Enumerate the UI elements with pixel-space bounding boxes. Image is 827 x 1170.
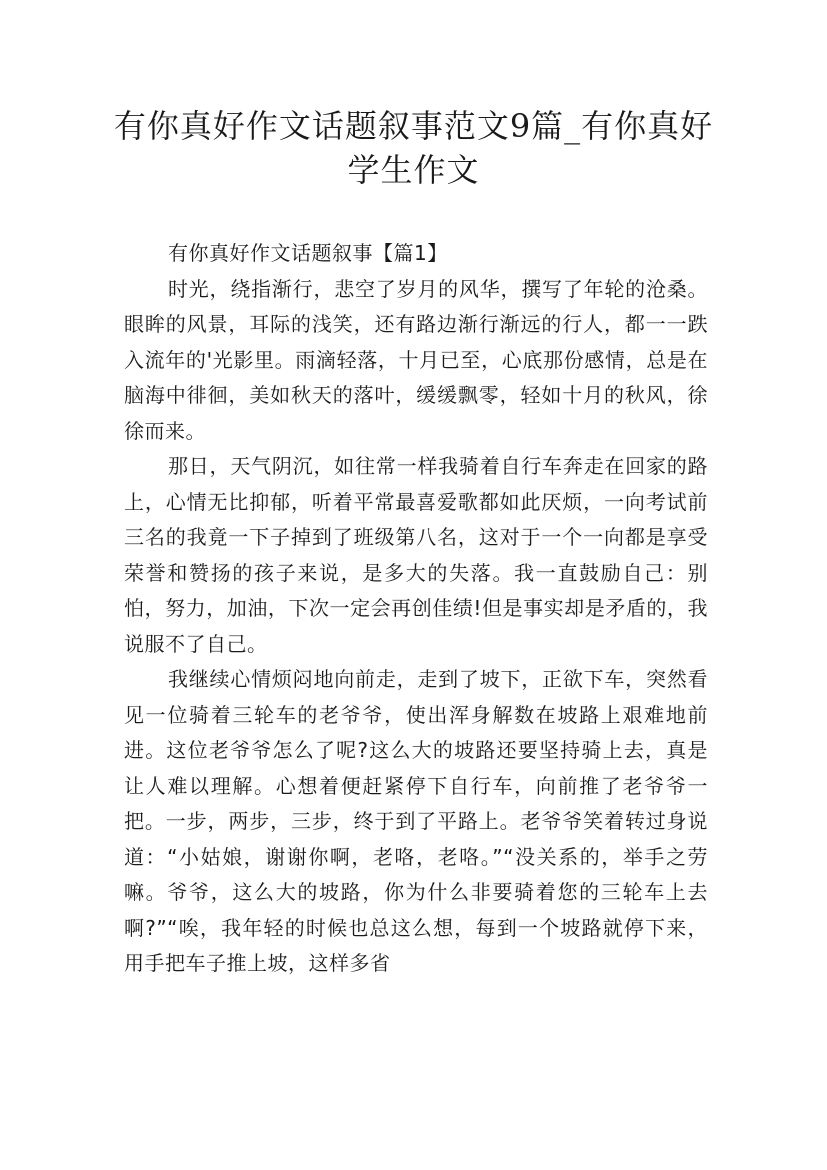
paragraph: 那日，天气阴沉，如往常一样我骑着自行车奔走在回家的路上，心情无比抑郁，听着平常最喜爱歌都如此厌烦，一向考试前三名的我竟一下子掉到了班级第八名，这对于一个一向都是享受荣誉和赞扬的孩子来说，是多大的失落。我一直鼓励自己：别怕，努力，加油，下次一定会再创佳绩!但是事实却是矛盾的，我说服不了自己。 xyxy=(124,454,708,656)
section-heading: 有你真好作文话题叙事【篇1】 xyxy=(168,241,448,265)
paragraph: 时光，绕指渐行，悲空了岁月的风华，撰写了年轮的沧桑。眼眸的风景，耳际的浅笑，还有路边渐行渐远的行人，都一一跌入流年的'光影里。雨滴轻落，十月已至，心底那份感情，总是在脑海中徘徊，美如秋天的落叶，缓缓飘零，轻如十月的秋风，徐徐而来。 xyxy=(124,276,708,443)
paragraph: 我继续心情烦闷地向前走，走到了坡下，正欲下车，突然看见一位骑着三轮车的老爷爷，使出浑身解数在坡路上艰难地前进。这位老爷爷怎么了呢?这么大的坡路还要坚持骑上去，真是让人难以理解。心想着便赶紧停下自行车，向前推了老爷爷一把。一步，两步，三步，终于到了平路上。老爷爷笑着转过身说道：“小姑娘，谢谢你啊，老咯，老咯。”“没关系的，举手之劳嘛。爷爷，这么大的坡路，你为什么非要骑着您的三轮车上去啊?”“唉，我年轻的时候也总这么想，每到一个坡路就停下来，用手把车子推上坡，这样多省 xyxy=(124,667,708,975)
document-title: 有你真好作文话题叙事范文9篇_有你真好学生作文 xyxy=(113,107,714,189)
document-body xyxy=(124,236,708,982)
